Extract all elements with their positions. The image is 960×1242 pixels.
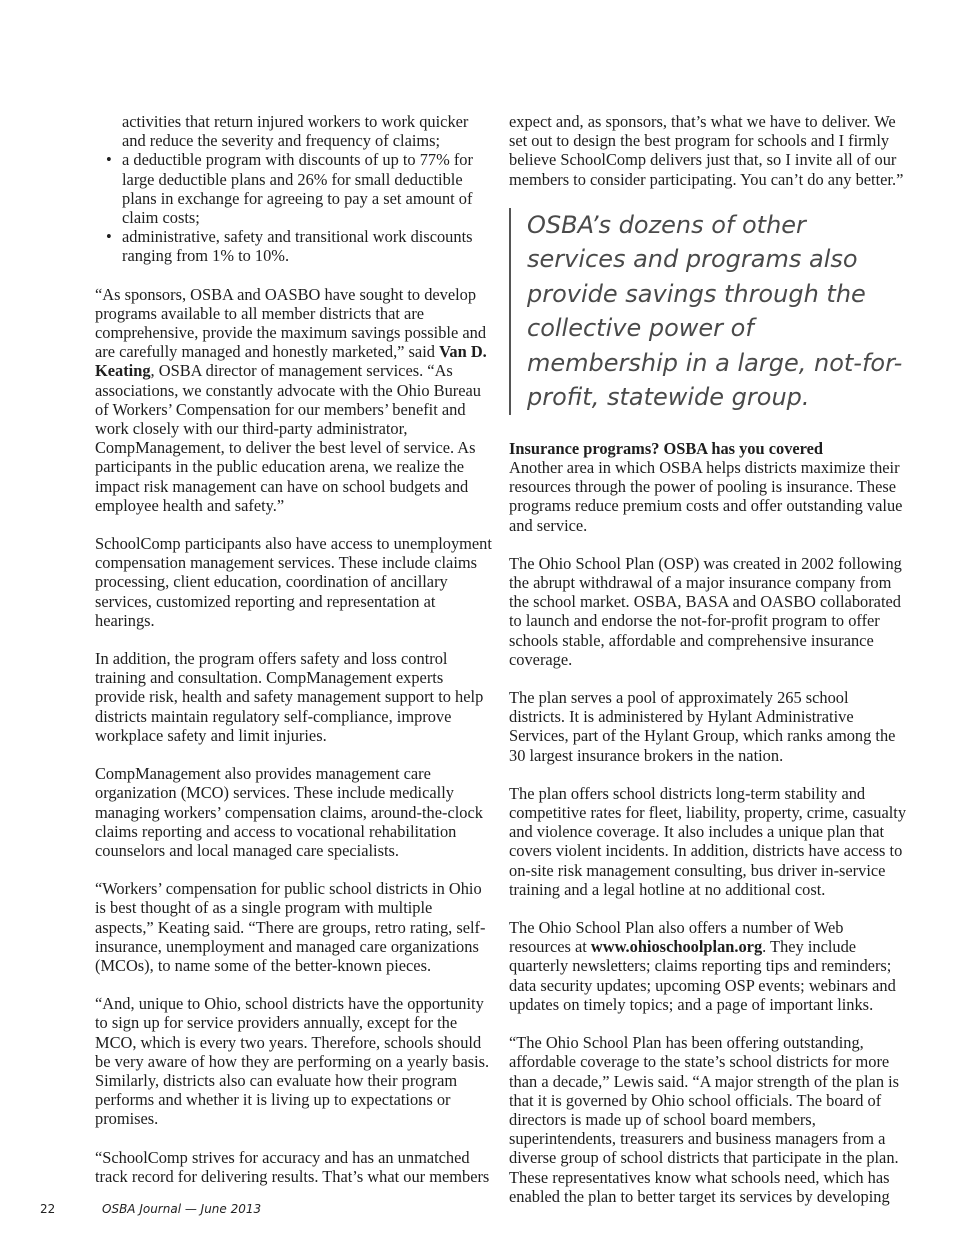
body-paragraph: In addition, the program offers safety and loss control training and consultation. CompManagement experts provide risk, health and safety management support to help districts maintain regulatory self-compliance, improve workplace safety and limit injuries. xyxy=(95,649,484,745)
right-column xyxy=(509,112,907,1225)
insurance-section xyxy=(509,439,907,535)
list-item: • a deductible program with discounts of up to 77% for large deductible plans and 26% for small deductible plans in exchange for agreeing to pay a set amount of claim costs; xyxy=(95,150,493,227)
list-item: • administrative, safety and transitional work discounts ranging from 1% to 10%. xyxy=(95,227,493,265)
person-name: Van D. Keating xyxy=(95,342,487,381)
body-paragraph: “And, unique to Ohio, school districts have the opportunity to sign up for service providers annually, except for the MCO, which is every two years. Therefore, schools should be very aware of how they are performing on a yearly basis. Similarly, districts also can evaluate how their program performs and whether it is living up to expectations or promises. xyxy=(95,994,490,1129)
body-paragraph: The Ohio School Plan (OSP) was created in 2002 following the abrupt withdrawal of a major insurance company from the school market. OSBA, BASA and OASBO collaborated to launch and endorse the not-for-profit program to offer schools stable, affordable and comprehensive insurance coverage. xyxy=(509,553,902,669)
website-link[interactable]: www.ohioschoolplan.org xyxy=(590,937,763,957)
body-paragraph: The plan serves a pool of approximately 265 school districts. It is administered by Hylant Administrative Services, part of the Hylant Group, which ranks among the 30 largest insurance brokers in the nation. xyxy=(509,688,896,765)
body-paragraph: The plan offers school districts long-term stability and competitive rates for fleet, liability, property, crime, casualty and violence coverage. It also includes a unique plan that covers violent incidents. In addition, districts have access to on-site risk management consulting, bus driver in-service training and a legal hotline at no additional cost. xyxy=(509,783,907,899)
paragraph-text: . They include quarterly newsletters; claims reporting tips and reminders; data security updates; upcoming OSP events; webinars and updates on timely topics; and a page of important links. xyxy=(509,937,896,1014)
publication-name: OSBA Journal — June 2013 xyxy=(102,1202,262,1216)
left-column xyxy=(95,112,493,1205)
section-heading: Insurance programs? OSBA has you covered xyxy=(509,438,824,458)
body-paragraph: expect and, as sponsors, that’s what we have to deliver. We set out to design the best program for schools and I firmly believe SchoolComp delivers just that, so I invite all of our members to consider participating. You can’t do any better.” xyxy=(509,112,904,189)
pull-quote: OSBA’s dozens of other services and programs also provide savings through the collective power of membership in a large, not-for-profit, statewide group. xyxy=(509,208,907,415)
keating-quote-paragraph xyxy=(95,285,493,515)
body-paragraph: CompManagement also provides management care organization (MCO) services. These include medically managing workers’ compensation claims, around-the-clock claims reporting and access to vocational rehabilitation counselors and local managed care specialists. xyxy=(95,764,483,860)
body-paragraph: “Workers’ compensation for public school districts in Ohio is best thought of as a single program with multiple aspects,” Keating said. “There are groups, retro rating, self-insurance, unemployment and managed care organizations (MCOs), to name some of the better-known pieces. xyxy=(95,879,486,975)
body-paragraph: “SchoolComp strives for accuracy and has an unmatched track record for delivering results. That’s what our members xyxy=(95,1147,490,1186)
paragraph-text: Another area in which OSBA helps districts maximize their resources through the power of pooling is insurance. These programs reduce premium costs and offer outstanding value and service. xyxy=(509,458,903,535)
page-footer xyxy=(40,1202,261,1216)
paragraph-text: “As sponsors, OSBA and OASBO have sought to develop programs available to all member districts that are comprehensive, provide the maximum savings possible and are carefully managed and honestly marketed,” said xyxy=(95,284,487,362)
paragraph-text: , OSBA director of management services. “As associations, we constantly advocate with the Ohio Bureau of Workers’ Compensation for our members’ benefit and work closely with our third-party administrator, CompManagement, to deliver the best level of service. As participants in the public education arena, we realize the impact risk management can have on school budgets and employee health and safety.” xyxy=(95,361,481,515)
page-number: 22 xyxy=(40,1202,56,1216)
paragraph-text: The Ohio School Plan also offers a number of Web resources at xyxy=(509,918,844,957)
body-paragraph: SchoolComp participants also have access to unemployment compensation management services. These include claims processing, client education, coordination of ancillary services, customized reporting and representation at hearings. xyxy=(95,534,492,630)
web-resources-paragraph xyxy=(509,918,907,1014)
body-paragraph: “The Ohio School Plan has been offering outstanding, affordable coverage to the state’s school districts for more than a decade,” Lewis said. “A major strength of the plan is that it is governed by Ohio school officials. The board of directors is made up of school board members, superintendents, treasurers and business managers from a diverse group of school districts that participate in the plan. These representatives know what schools need, which has enabled the plan to better target its services by developing xyxy=(509,1033,900,1206)
list-item: activities that return injured workers to work quicker and reduce the severity and frequency of claims; xyxy=(122,112,469,151)
discount-list xyxy=(95,112,493,266)
